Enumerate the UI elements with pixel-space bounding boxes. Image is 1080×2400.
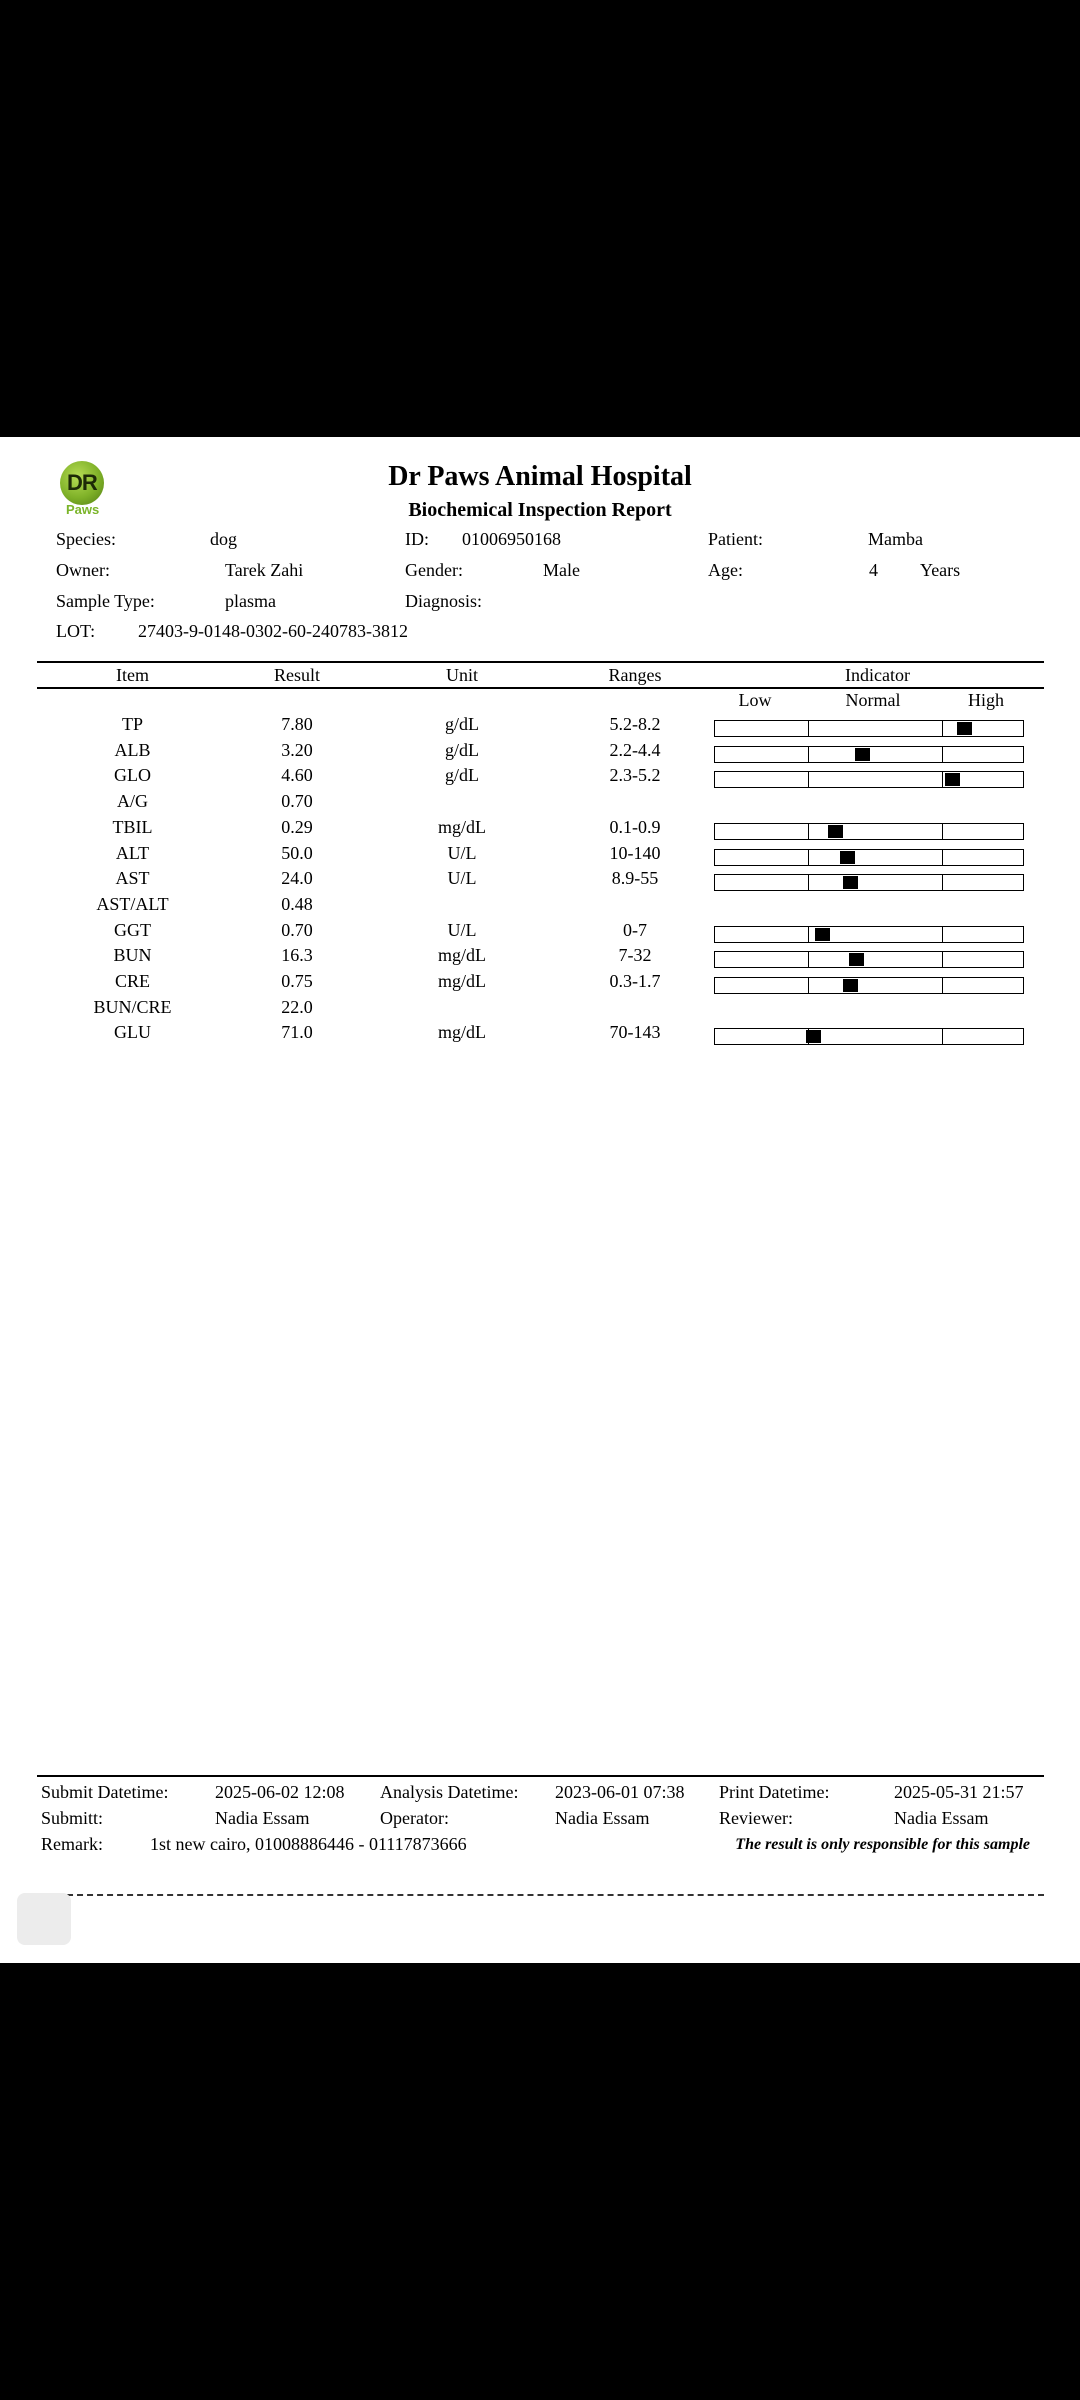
print-datetime-value: 2025-05-31 21:57 bbox=[894, 1782, 1024, 1802]
logo-text: DR bbox=[67, 470, 97, 495]
unit-cell: g/dL bbox=[445, 739, 479, 760]
reviewer-value: Nadia Essam bbox=[894, 1808, 989, 1828]
table-row bbox=[0, 817, 1080, 843]
report-title: Biochemical Inspection Report bbox=[408, 499, 672, 521]
item-cell: ALB bbox=[114, 739, 151, 760]
result-cell: 0.48 bbox=[281, 893, 313, 914]
dashed-cut-line bbox=[37, 1894, 1044, 1896]
indicator-high-boundary bbox=[942, 849, 943, 866]
item-cell: ALT bbox=[115, 842, 150, 863]
indicator-high-boundary bbox=[942, 771, 943, 788]
sample-type-value: plasma bbox=[225, 591, 276, 611]
table-row bbox=[0, 997, 1080, 1023]
range-cell: 7-32 bbox=[618, 945, 652, 966]
indicator-marker bbox=[815, 928, 830, 941]
reviewer-label: Reviewer: bbox=[719, 1808, 793, 1828]
table-row bbox=[0, 894, 1080, 920]
table-row bbox=[0, 868, 1080, 894]
submitter-label: Submitt: bbox=[41, 1808, 104, 1828]
item-cell: CRE bbox=[114, 971, 150, 991]
species-label: Species: bbox=[56, 529, 116, 549]
range-cell: 70-143 bbox=[609, 1022, 661, 1043]
indicator-low-boundary bbox=[808, 951, 809, 968]
report-page bbox=[0, 437, 1080, 1963]
indicator-low-boundary bbox=[808, 720, 809, 737]
item-cell: GLO bbox=[114, 765, 151, 786]
indicator-bar bbox=[714, 977, 1024, 994]
table-row bbox=[0, 1022, 1080, 1048]
submitter-value: Nadia Essam bbox=[215, 1808, 310, 1828]
analysis-datetime-label: Analysis Datetime: bbox=[380, 1782, 519, 1802]
indicator-high-boundary bbox=[942, 1028, 943, 1045]
range-cell: 0-7 bbox=[623, 919, 647, 940]
indicator-bar bbox=[714, 1028, 1024, 1045]
indicator-high-boundary bbox=[942, 746, 943, 763]
indicator-marker bbox=[840, 851, 855, 864]
indicator-marker bbox=[828, 825, 843, 838]
hospital-name: Dr Paws Animal Hospital bbox=[388, 461, 692, 492]
indicator-normal-label: Normal bbox=[845, 690, 901, 710]
result-cell: 3.20 bbox=[281, 739, 313, 760]
indicator-high-boundary bbox=[942, 823, 943, 840]
unit-cell: mg/dL bbox=[438, 816, 486, 837]
indicator-marker bbox=[843, 979, 858, 992]
indicator-high-boundary bbox=[942, 926, 943, 943]
table-row bbox=[0, 971, 1080, 997]
indicator-high-boundary bbox=[942, 977, 943, 994]
item-cell: TP bbox=[121, 714, 143, 734]
sample-type-label: Sample Type: bbox=[56, 591, 155, 611]
result-cell: 7.80 bbox=[281, 714, 313, 734]
remark-label: Remark: bbox=[41, 1834, 103, 1854]
item-cell: AST bbox=[115, 868, 150, 889]
id-label: ID: bbox=[405, 529, 429, 549]
item-cell: GGT bbox=[114, 919, 151, 940]
owner-label: Owner: bbox=[56, 560, 110, 580]
range-cell: 2.2-4.4 bbox=[609, 739, 661, 760]
floating-action-button[interactable] bbox=[17, 1893, 71, 1945]
indicator-low-boundary bbox=[808, 926, 809, 943]
result-cell: 16.3 bbox=[281, 945, 313, 966]
range-cell: 2.3-5.2 bbox=[609, 765, 661, 786]
table-row bbox=[0, 740, 1080, 766]
table-row bbox=[0, 920, 1080, 946]
patient-value: Mamba bbox=[868, 529, 923, 549]
range-cell: 0.1-0.9 bbox=[609, 816, 661, 837]
age-label: Age: bbox=[708, 560, 743, 580]
indicator-marker bbox=[957, 722, 972, 735]
indicator-marker bbox=[945, 773, 960, 786]
col-unit: Unit bbox=[445, 665, 478, 685]
indicator-marker bbox=[855, 748, 870, 761]
indicator-high-label: High bbox=[968, 690, 1004, 710]
result-cell: 4.60 bbox=[281, 765, 313, 786]
indicator-bar bbox=[714, 746, 1024, 763]
age-value: 4 bbox=[869, 560, 878, 580]
unit-cell: U/L bbox=[447, 842, 477, 863]
operator-label: Operator: bbox=[380, 1808, 449, 1828]
table-row bbox=[0, 791, 1080, 817]
unit-cell: mg/dL bbox=[438, 971, 486, 991]
item-cell: BUN bbox=[113, 945, 152, 966]
item-cell: A/G bbox=[117, 791, 148, 812]
indicator-bar bbox=[714, 926, 1024, 943]
gender-label: Gender: bbox=[405, 560, 463, 580]
indicator-bar bbox=[714, 849, 1024, 866]
unit-cell: U/L bbox=[447, 919, 477, 940]
indicator-low-boundary bbox=[808, 849, 809, 866]
unit-cell: mg/dL bbox=[438, 945, 486, 966]
table-top-rule bbox=[37, 661, 1044, 663]
item-cell: TBIL bbox=[112, 816, 153, 837]
submit-datetime-label: Submit Datetime: bbox=[41, 1782, 169, 1802]
result-cell: 0.29 bbox=[281, 816, 313, 837]
indicator-bar bbox=[714, 771, 1024, 788]
range-cell: 5.2-8.2 bbox=[609, 714, 661, 734]
result-cell: 24.0 bbox=[281, 868, 313, 889]
remark-value: 1st new cairo, 01008886446 - 01117873666 bbox=[150, 1834, 467, 1854]
col-item: Item bbox=[116, 665, 149, 685]
indicator-low-boundary bbox=[808, 771, 809, 788]
species-value: dog bbox=[210, 529, 237, 549]
item-cell: AST/ALT bbox=[96, 893, 169, 914]
col-ranges: Ranges bbox=[608, 665, 662, 685]
logo-sub: Paws bbox=[66, 502, 100, 517]
table-row bbox=[0, 945, 1080, 971]
indicator-low-boundary bbox=[808, 874, 809, 891]
range-cell: 8.9-55 bbox=[611, 868, 659, 889]
indicator-bar bbox=[714, 874, 1024, 891]
gender-value: Male bbox=[543, 560, 580, 580]
footer-rule bbox=[37, 1775, 1044, 1777]
indicator-low-label: Low bbox=[738, 690, 772, 710]
result-cell: 22.0 bbox=[281, 996, 313, 1017]
indicator-high-boundary bbox=[942, 951, 943, 968]
result-cell: 50.0 bbox=[281, 842, 313, 863]
unit-cell: g/dL bbox=[445, 765, 479, 786]
indicator-marker bbox=[806, 1030, 821, 1043]
age-unit: Years bbox=[920, 560, 961, 580]
lot-label: LOT: bbox=[56, 621, 96, 641]
indicator-marker bbox=[849, 953, 864, 966]
responsibility-notice: The result is only responsible for this sample bbox=[735, 1836, 1030, 1853]
indicator-marker bbox=[843, 876, 858, 889]
table-row bbox=[0, 714, 1080, 740]
patient-label: Patient: bbox=[708, 529, 763, 549]
owner-value: Tarek Zahi bbox=[225, 560, 304, 580]
result-cell: 0.70 bbox=[281, 791, 313, 812]
item-cell: BUN/CRE bbox=[93, 996, 172, 1017]
range-cell: 0.3-1.7 bbox=[609, 971, 661, 991]
item-cell: GLU bbox=[114, 1022, 151, 1043]
table-row bbox=[0, 843, 1080, 869]
analysis-datetime-value: 2023-06-01 07:38 bbox=[555, 1782, 685, 1802]
print-datetime-label: Print Datetime: bbox=[719, 1782, 830, 1802]
submit-datetime-value: 2025-06-02 12:08 bbox=[215, 1782, 345, 1802]
indicator-low-boundary bbox=[808, 977, 809, 994]
range-cell: 10-140 bbox=[609, 842, 661, 863]
table-header-rule bbox=[37, 687, 1044, 689]
lot-value: 27403-9-0148-0302-60-240783-3812 bbox=[138, 621, 408, 641]
indicator-low-boundary bbox=[808, 746, 809, 763]
operator-value: Nadia Essam bbox=[555, 1808, 650, 1828]
indicator-bar bbox=[714, 951, 1024, 968]
indicator-bar bbox=[714, 823, 1024, 840]
unit-cell: mg/dL bbox=[438, 1022, 486, 1043]
indicator-high-boundary bbox=[942, 720, 943, 737]
table-row bbox=[0, 765, 1080, 791]
col-indicator: Indicator bbox=[845, 665, 910, 685]
unit-cell: U/L bbox=[447, 868, 477, 889]
indicator-high-boundary bbox=[942, 874, 943, 891]
result-cell: 0.75 bbox=[281, 971, 313, 991]
unit-cell: g/dL bbox=[445, 714, 479, 734]
result-cell: 71.0 bbox=[281, 1022, 313, 1043]
indicator-low-boundary bbox=[808, 823, 809, 840]
id-value: 01006950168 bbox=[462, 529, 561, 549]
diagnosis-label: Diagnosis: bbox=[405, 591, 483, 611]
col-result: Result bbox=[273, 665, 320, 685]
result-cell: 0.70 bbox=[281, 919, 313, 940]
indicator-bar bbox=[714, 720, 1024, 737]
